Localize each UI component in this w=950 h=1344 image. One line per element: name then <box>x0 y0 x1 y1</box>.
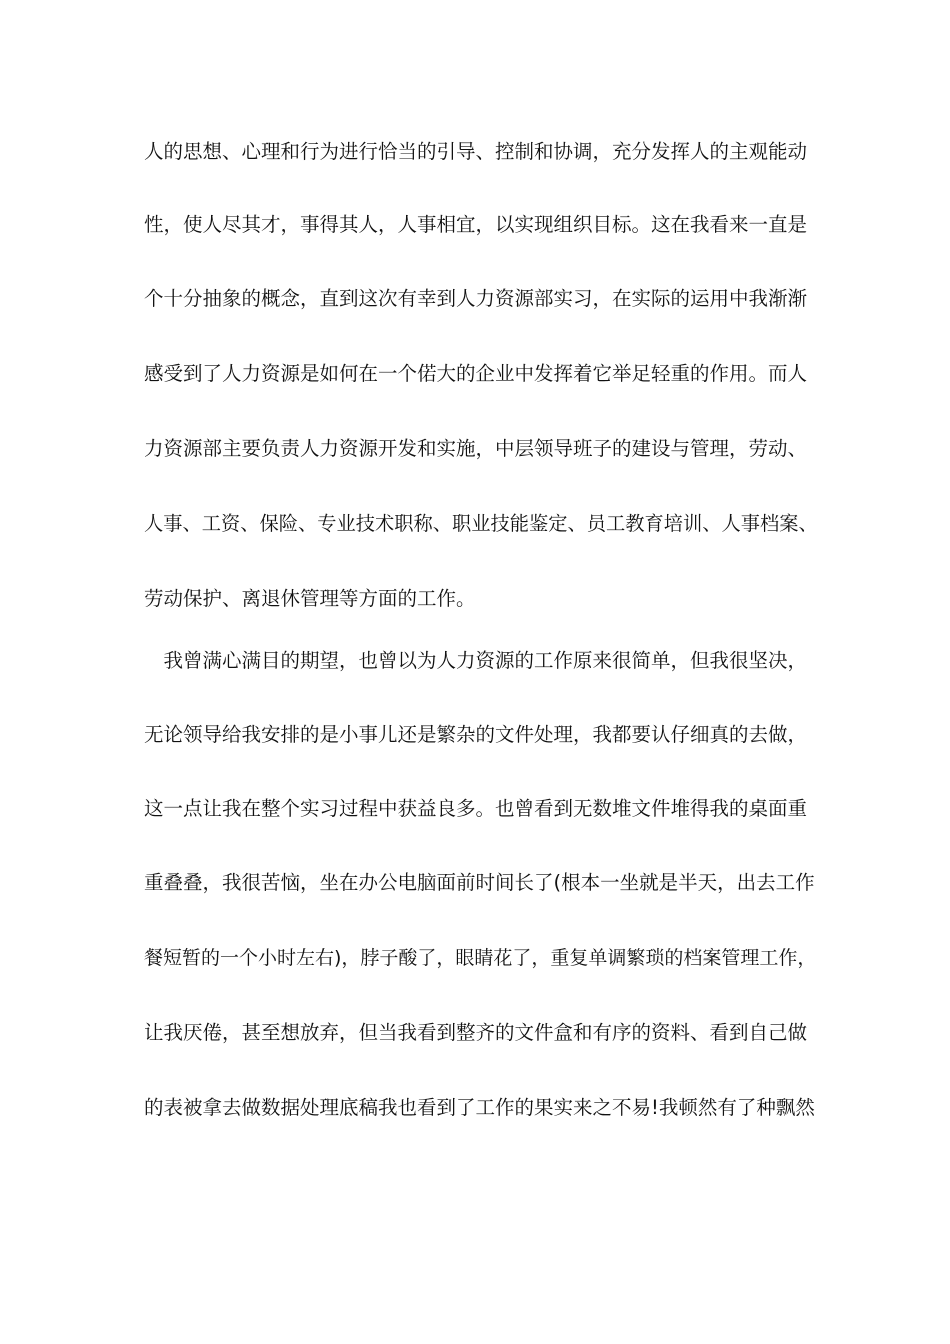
text-line: 劳动保护、离退休管理等方面的工作。 <box>144 587 476 610</box>
text-line: 性，使人尽其才，事得其人，人事相宜，以实现组织目标。这在我看来一直是 <box>144 213 808 236</box>
text-line: 无论领导给我安排的是小事儿还是繁杂的文件处理，我都要认仔细真的去做， <box>144 723 808 746</box>
text-line: 个十分抽象的概念，直到这次有幸到人力资源部实习，在实际的运用中我渐渐 <box>144 287 808 310</box>
text-line: 人的思想、心理和行为进行恰当的引导、控制和协调，充分发挥人的主观能动 <box>144 140 808 163</box>
text-line: 这一点让我在整个实习过程中获益良多。也曾看到无数堆文件堆得我的桌面重 <box>144 797 808 820</box>
text-line: 人事、工资、保险、专业技术职称、职业技能鉴定、员工教育培训、人事档案、 <box>144 512 818 535</box>
text-line: 我曾满心满目的期望，也曾以为人力资源的工作原来很简单，但我很坚决， <box>144 649 808 672</box>
text-line: 的表被拿去做数据处理底稿我也看到了工作的果实来之不易!我顿然有了种飘然 <box>144 1096 815 1119</box>
text-line: 让我厌倦，甚至想放弃，但当我看到整齐的文件盒和有序的资料、看到自己做 <box>144 1021 808 1044</box>
text-line: 力资源部主要负责人力资源开发和实施，中层领导班子的建设与管理，劳动、 <box>144 437 808 460</box>
text-line: 重叠叠，我很苦恼，坐在办公电脑面前时间长了(根本一坐就是半天，出去工作 <box>144 871 815 894</box>
text-line: 感受到了人力资源是如何在一个偌大的企业中发挥着它举足轻重的作用。而人 <box>144 362 808 385</box>
text-line: 餐短暂的一个小时左右)，脖子酸了，眼睛花了，重复单调繁琐的档案管理工作， <box>144 947 817 969</box>
